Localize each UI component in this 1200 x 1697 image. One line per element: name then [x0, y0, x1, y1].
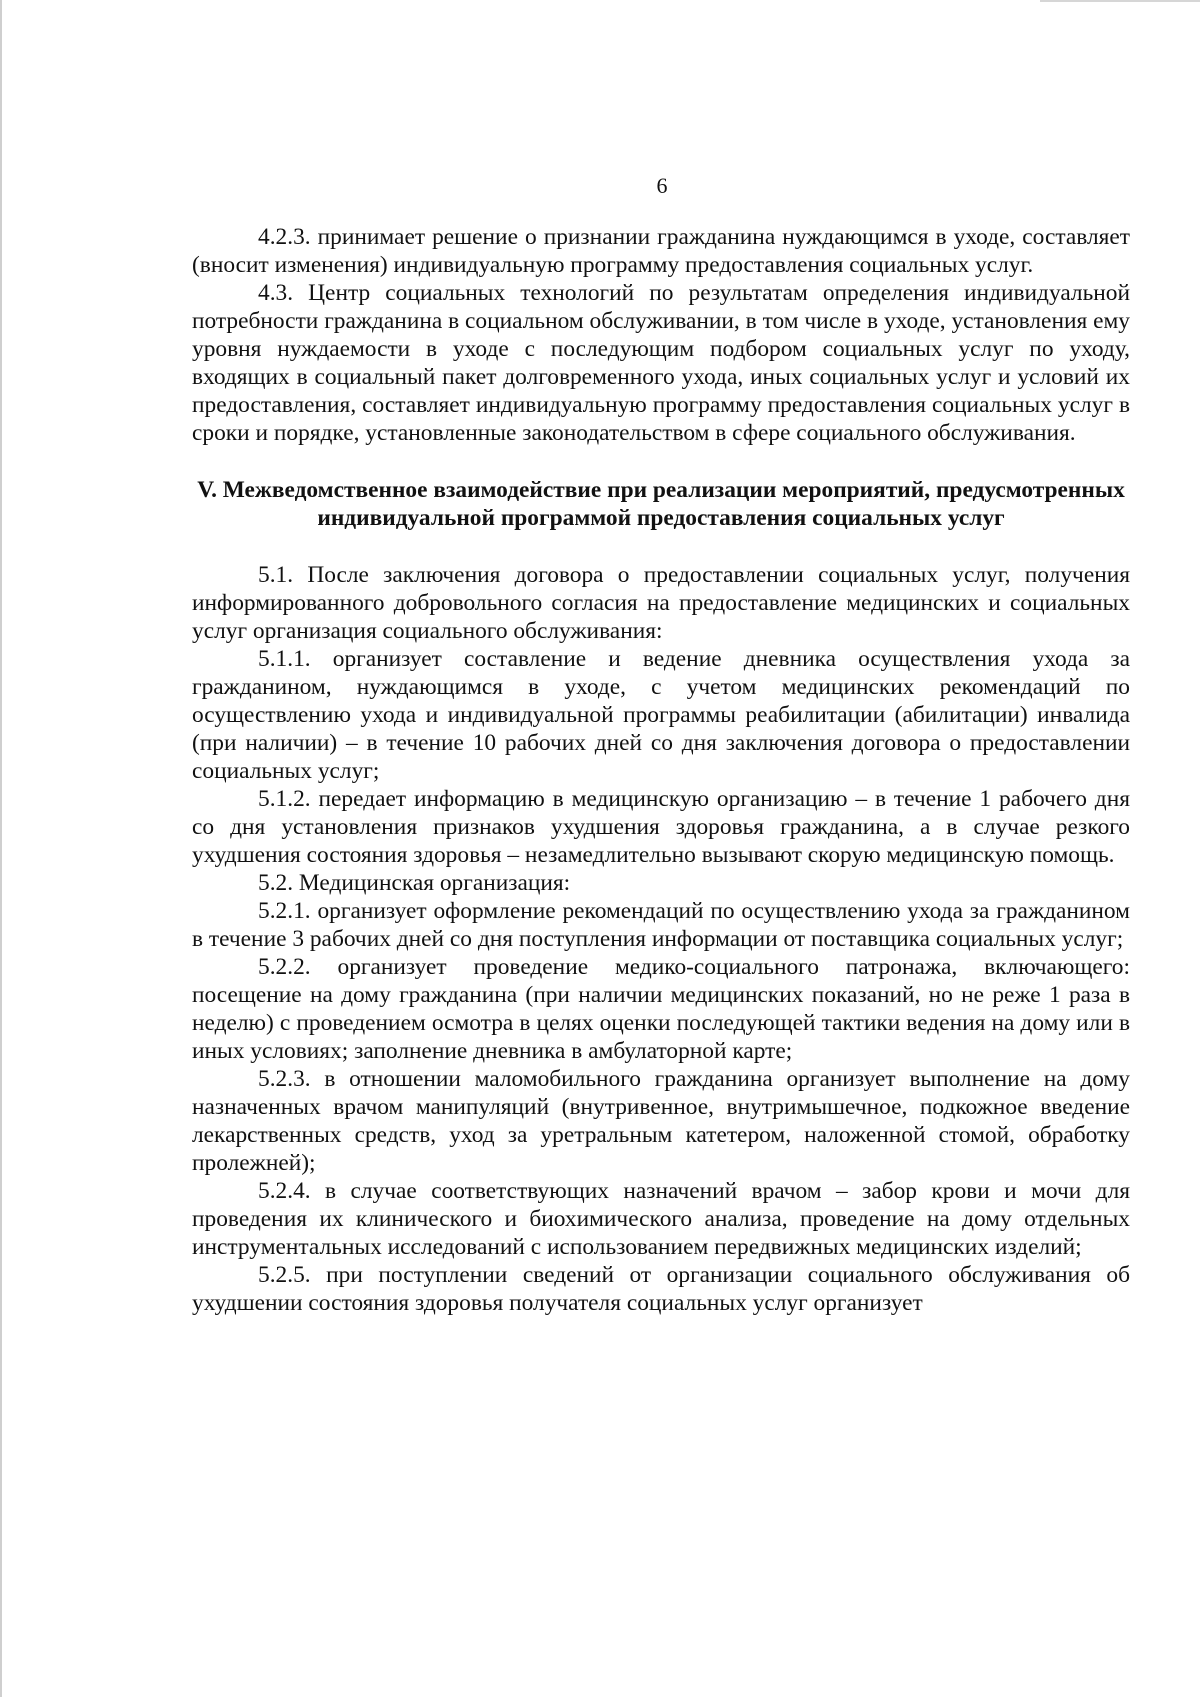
paragraph-5-2-4: 5.2.4. в случае соответствующих назначений врачом – забор крови и мочи для проведения их клинического и биохимического анализа, проведение на дому отдельных инструментальных исследований с использованием передвижных медицинских изделий; — [192, 1178, 1130, 1260]
section-heading-v: V. Межведомственное взаимодействие при реализации мероприятий, предусмотренных индивидуальной программой предоставления социальных услуг — [197, 477, 1125, 531]
paragraph-5-2-3: 5.2.3. в отношении маломобильного гражданина организует выполнение на дому назначенных врачом манипуляций (внутривенное, внутримышечное, подкожное введение лекарственных средств, уход за уретральным катетером, наложенной стомой, обработку пролежней); — [192, 1066, 1130, 1176]
paragraph-4-3: 4.3. Центр социальных технологий по результатам определения индивидуальной потребности гражданина в социальном обслуживании, в том числе в уходе, установления ему уровня нуждаемости в уходе с последующим подбором социальных услуг по уходу, входящих в социальный пакет долговременного ухода, иных социальных услуг и условий их предоставления, составляет индивидуальную программу предоставления социальных услуг в сроки и порядке, установленные законодательством в сфере социального обслуживания. — [192, 280, 1130, 446]
page-edge-top — [1040, 0, 1200, 2]
paragraph-5-2-1: 5.2.1. организует оформление рекомендаций по осуществлению ухода за гражданином в течение 3 рабочих дней со дня поступления информации от поставщика социальных услуг; — [192, 898, 1130, 952]
page-edge-left — [0, 0, 2, 1697]
paragraph-5-2-2: 5.2.2. организует проведение медико-социального патронажа, включающего: посещение на дому гражданина (при наличии медицинских показаний, но не реже 1 раза в неделю) с проведением осмотра в целях оценки последующей тактики ведения на дому или в иных условиях; заполнение дневника в амбулаторной карте; — [192, 954, 1130, 1064]
page-number: 6 — [656, 173, 668, 198]
paragraph-4-2-3: 4.2.3. принимает решение о признании гражданина нуждающимся в уходе, составляет (вносит изменения) индивидуальную программу предоставления социальных услуг. — [192, 224, 1130, 278]
paragraph-5-1: 5.1. После заключения договора о предоставлении социальных услуг, получения информированного добровольного согласия на предоставление медицинских и социальных услуг организация социального обслуживания: — [192, 562, 1130, 644]
paragraph-5-1-1: 5.1.1. организует составление и ведение дневника осуществления ухода за гражданином, нуждающимся в уходе, с учетом медицинских рекомендаций по осуществлению ухода и индивидуальной программы реабилитации (абилитации) инвалида (при наличии) – в течение 10 рабочих дней со дня заключения договора о предоставлении социальных услуг; — [192, 646, 1130, 784]
paragraph-5-2: 5.2. Медицинская организация: — [258, 870, 571, 896]
paragraph-5-2-5: 5.2.5. при поступлении сведений от организации социального обслуживания об ухудшении состояния здоровья получателя социальных услуг организует — [192, 1262, 1130, 1316]
document-body — [192, 223, 1130, 1317]
paragraph-5-1-2: 5.1.2. передает информацию в медицинскую организацию – в течение 1 рабочего дня со дня установления признаков ухудшения здоровья гражданина, а в случае резкого ухудшения состояния здоровья – незамедлительно вызывают скорую медицинскую помощь. — [192, 786, 1130, 868]
